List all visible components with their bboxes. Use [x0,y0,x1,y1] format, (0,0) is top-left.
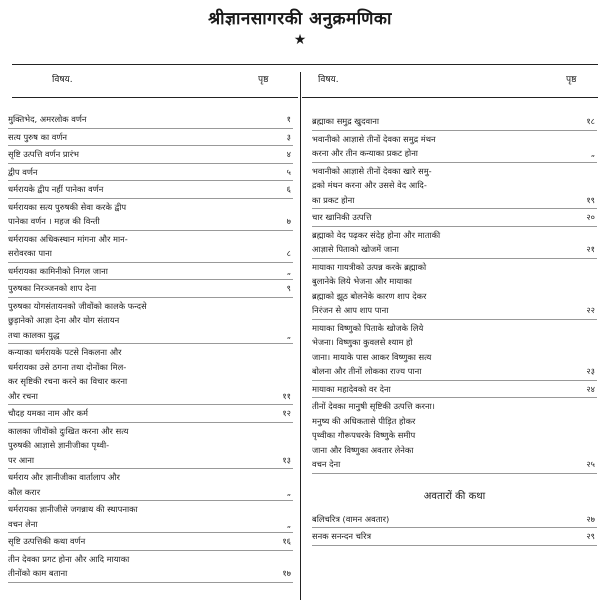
toc-entry-page: १७ [282,568,291,578]
top-rule [12,64,598,65]
entry-rule [312,130,597,131]
toc-entry-page: २३ [586,366,595,376]
entry-rule [312,319,597,320]
toc-entry-title: भवानीको आज्ञासे तीनों देवका खारे समु- द्रको मंथन करना और उससे वेद आदि- का प्रकट होना [312,165,432,205]
entry-rule [312,473,597,474]
toc-entry-title: तीनों देवका मानुषी सृष्टिकी उत्पत्ति करना। मनुष्य की अधिकतासे पीड़ित होकर पृथ्वीका गौरूपधरके विष्णुके समीप जाना और विष्णुका अवतार लेनेका वचन देना [312,401,435,469]
toc-entry [8,345,293,403]
entry-rule [8,532,293,533]
toc-entry [312,512,597,527]
toc-entry-title: सत्य पुरुष का वर्णन [8,131,67,142]
toc-entry [8,147,293,162]
entry-rule [312,162,597,163]
toc-entry [8,130,293,145]
toc-entry-title: ब्रह्माको वेद पढ़कर संदेह होना और माताकी आज्ञासे पिताको खोजमें जाना [312,229,441,254]
toc-entry-page: १८ [586,116,595,126]
toc-entry-title: सृष्टि उत्पत्तिकी कथा वर्णन [8,536,86,546]
toc-entry-page: ५ [286,166,291,177]
entry-rule [312,226,597,227]
toc-entry-page: ७ [286,216,291,226]
toc-entry-page: १६ [282,536,291,546]
page-title: श्रीज्ञानसागरकी अनुक्रमणिका [208,9,392,29]
toc-entry [8,281,293,296]
entry-rule [8,297,293,298]
entry-rule [312,380,597,381]
entry-rule [8,230,293,231]
toc-entry-title: सृष्टि उत्पत्ति वर्णन प्रारंभ [8,149,79,159]
toc-entry-title: धर्मरायके द्वीप नहीं पानेका वर्णन [8,184,104,194]
toc-entry [312,529,597,544]
right-header-rule [302,97,598,98]
toc-entry-page: „ [286,329,291,340]
left-subject-header: विषय. [52,75,73,85]
toc-entry-title: पुरुषका निरञ्जनको शाप देना [8,283,97,293]
toc-entry-page: २० [586,212,595,222]
entry-rule [312,527,597,528]
toc-entry-page: २७ [586,513,595,524]
toc-entry [8,165,293,180]
toc-entry [312,228,597,257]
toc-entry [312,260,597,318]
right-subject-header: विषय. [318,75,339,85]
right-entries-2 [312,512,597,546]
toc-entry-title: धर्मरायका ज्ञानीजीसे जगन्नाथ की स्थापनाका वचन लेना [8,504,138,529]
toc-entry-title: ब्रह्माका समुद्र खुदवाना [312,116,380,126]
entry-rule [8,404,293,405]
toc-entry-page: „ [286,265,291,276]
toc-entry-page: २१ [586,244,595,254]
toc-entry-title: धर्मरायका अधिकस्थान मांगना और मान- सरोवरका पाना [8,233,128,258]
toc-entry-title: भवानीको आज्ञासे तीनों देवका समुद्र मंथन करना और तीन कन्याका प्रकट होना [312,133,436,158]
entry-rule [312,208,597,209]
toc-entry [312,114,597,129]
toc-entry-title: मायाका विष्णुको पिताके खोजके लिये भेजना। विष्णुका कुवलसे श्याम हो जाना। मायाके पास आकर विष्णुका सत्य बोलना और तीनों लोकका राज्य पाना [312,322,432,376]
entry-rule [8,343,293,344]
toc-entry [312,382,597,397]
toc-entry [8,552,293,581]
toc-entry-title: कालका जीवोंको दुःखित करना और सत्य पुरुषकी आज्ञासे ज्ञानीजीका पृथ्वी- पर आना [8,425,129,465]
toc-entry-title: कन्याका धर्मरायके पटसे निकलना और धर्मरायका उसे ठगना तथा दोनोंका मिल- कर सृष्टिकी रचना करने का विचार करना और रचना [8,347,128,401]
toc-entry-page: २५ [586,459,595,469]
toc-entry-title: द्वीप वर्णन [8,166,38,177]
toc-entry [8,502,293,531]
left-header-rule [12,97,298,98]
toc-entry [8,406,293,421]
right-page-header: पृष्ठ [566,75,577,85]
toc-entry [8,264,293,279]
toc-entry-page: २९ [586,531,595,541]
left-column [8,112,293,584]
toc-entry-page: ८ [286,248,291,258]
entry-rule [8,422,293,423]
toc-entry-page: १२ [282,408,291,418]
toc-entry [312,210,597,225]
entry-rule [8,500,293,501]
toc-entry [8,182,293,197]
toc-entry-page: १३ [282,454,291,465]
toc-entry [8,470,293,499]
toc-entry-page: „ [286,518,291,529]
section-heading: अवतारों की कथा [423,490,486,502]
toc-entry-page: १९ [586,194,595,205]
toc-entry-title: धर्मरायका कामिनीको निगल जाना [8,265,108,276]
toc-entry [8,232,293,261]
toc-entry [312,321,597,379]
entry-rule [312,397,597,398]
toc-entry-title: मुक्तिभेद, अमरलोक वर्णन [8,114,87,124]
entry-rule [8,279,293,280]
entry-rule [8,582,293,583]
entry-rule [8,550,293,551]
toc-entry-page: ११ [282,390,291,401]
right-column [312,114,597,547]
toc-entry-title: तीन देवका प्रगट होना और आदि मायाका तीनोंको काम बताना [8,553,130,578]
entry-rule [8,468,293,469]
toc-entry [312,399,597,472]
right-entries-1 [312,114,597,474]
entry-rule [8,145,293,146]
toc-entry [8,299,293,343]
entry-rule [8,198,293,199]
entry-rule [8,180,293,181]
entry-rule [312,545,597,546]
toc-entry-title: पुरुषका योगसंतायनको जीवोंको कालके फन्दसे छुड़ानेको आज्ञा देना और योग संतायन तथा कालका युद्ध [8,300,147,340]
entry-rule [8,128,293,129]
toc-entry-page: ६ [286,184,291,194]
toc-entry-page: „ [286,486,291,497]
toc-entry-page: १ [286,114,291,124]
toc-entry-title: सनक सनन्दन चरित्र [312,531,372,541]
toc-entry-title: धर्मरायका सत्य पुरुषकी सेवा करके द्वीप पानेका वर्णन । महज की विन्ती [8,201,127,226]
toc-entry [312,164,597,208]
toc-entry-title: धर्मराय और ज्ञानीजीका वार्तालाप और कौल करार [8,472,120,497]
toc-entry [8,534,293,549]
entry-rule [312,258,597,259]
toc-entry-page: ४ [286,149,291,159]
toc-entry-page: ९ [286,283,291,293]
toc-entry-title: बलिचरित्र (वामन अवतार) [312,513,390,524]
toc-entry-title: चौदह यमका नाम और कर्म [8,408,89,418]
toc-entry-page: „ [590,148,595,158]
toc-entry-title: चार खानिकी उत्पत्ति [312,212,372,222]
toc-entry-page: ३ [286,131,291,142]
toc-entry-page: २४ [586,383,595,394]
toc-entry [8,200,293,229]
toc-entry [8,112,293,127]
left-page-header: पृष्ठ [258,75,269,85]
star-ornament: ★ [293,32,307,48]
column-divider [300,72,301,600]
entry-rule [8,163,293,164]
toc-entry-title: मायाका गायत्रीको उत्पन्न करके ब्रह्माको बुलानेके लिये भेजना और मायाका ब्रह्माको झूठ बोलनेके कारण शाप देकर निरंजन से आप शाप पाना [312,261,427,315]
toc-entry-title: मायाका महादेवको वर देना [312,383,391,394]
entry-rule [8,262,293,263]
toc-entry [312,132,597,161]
toc-entry [8,424,293,468]
toc-entry-page: २२ [586,305,595,315]
